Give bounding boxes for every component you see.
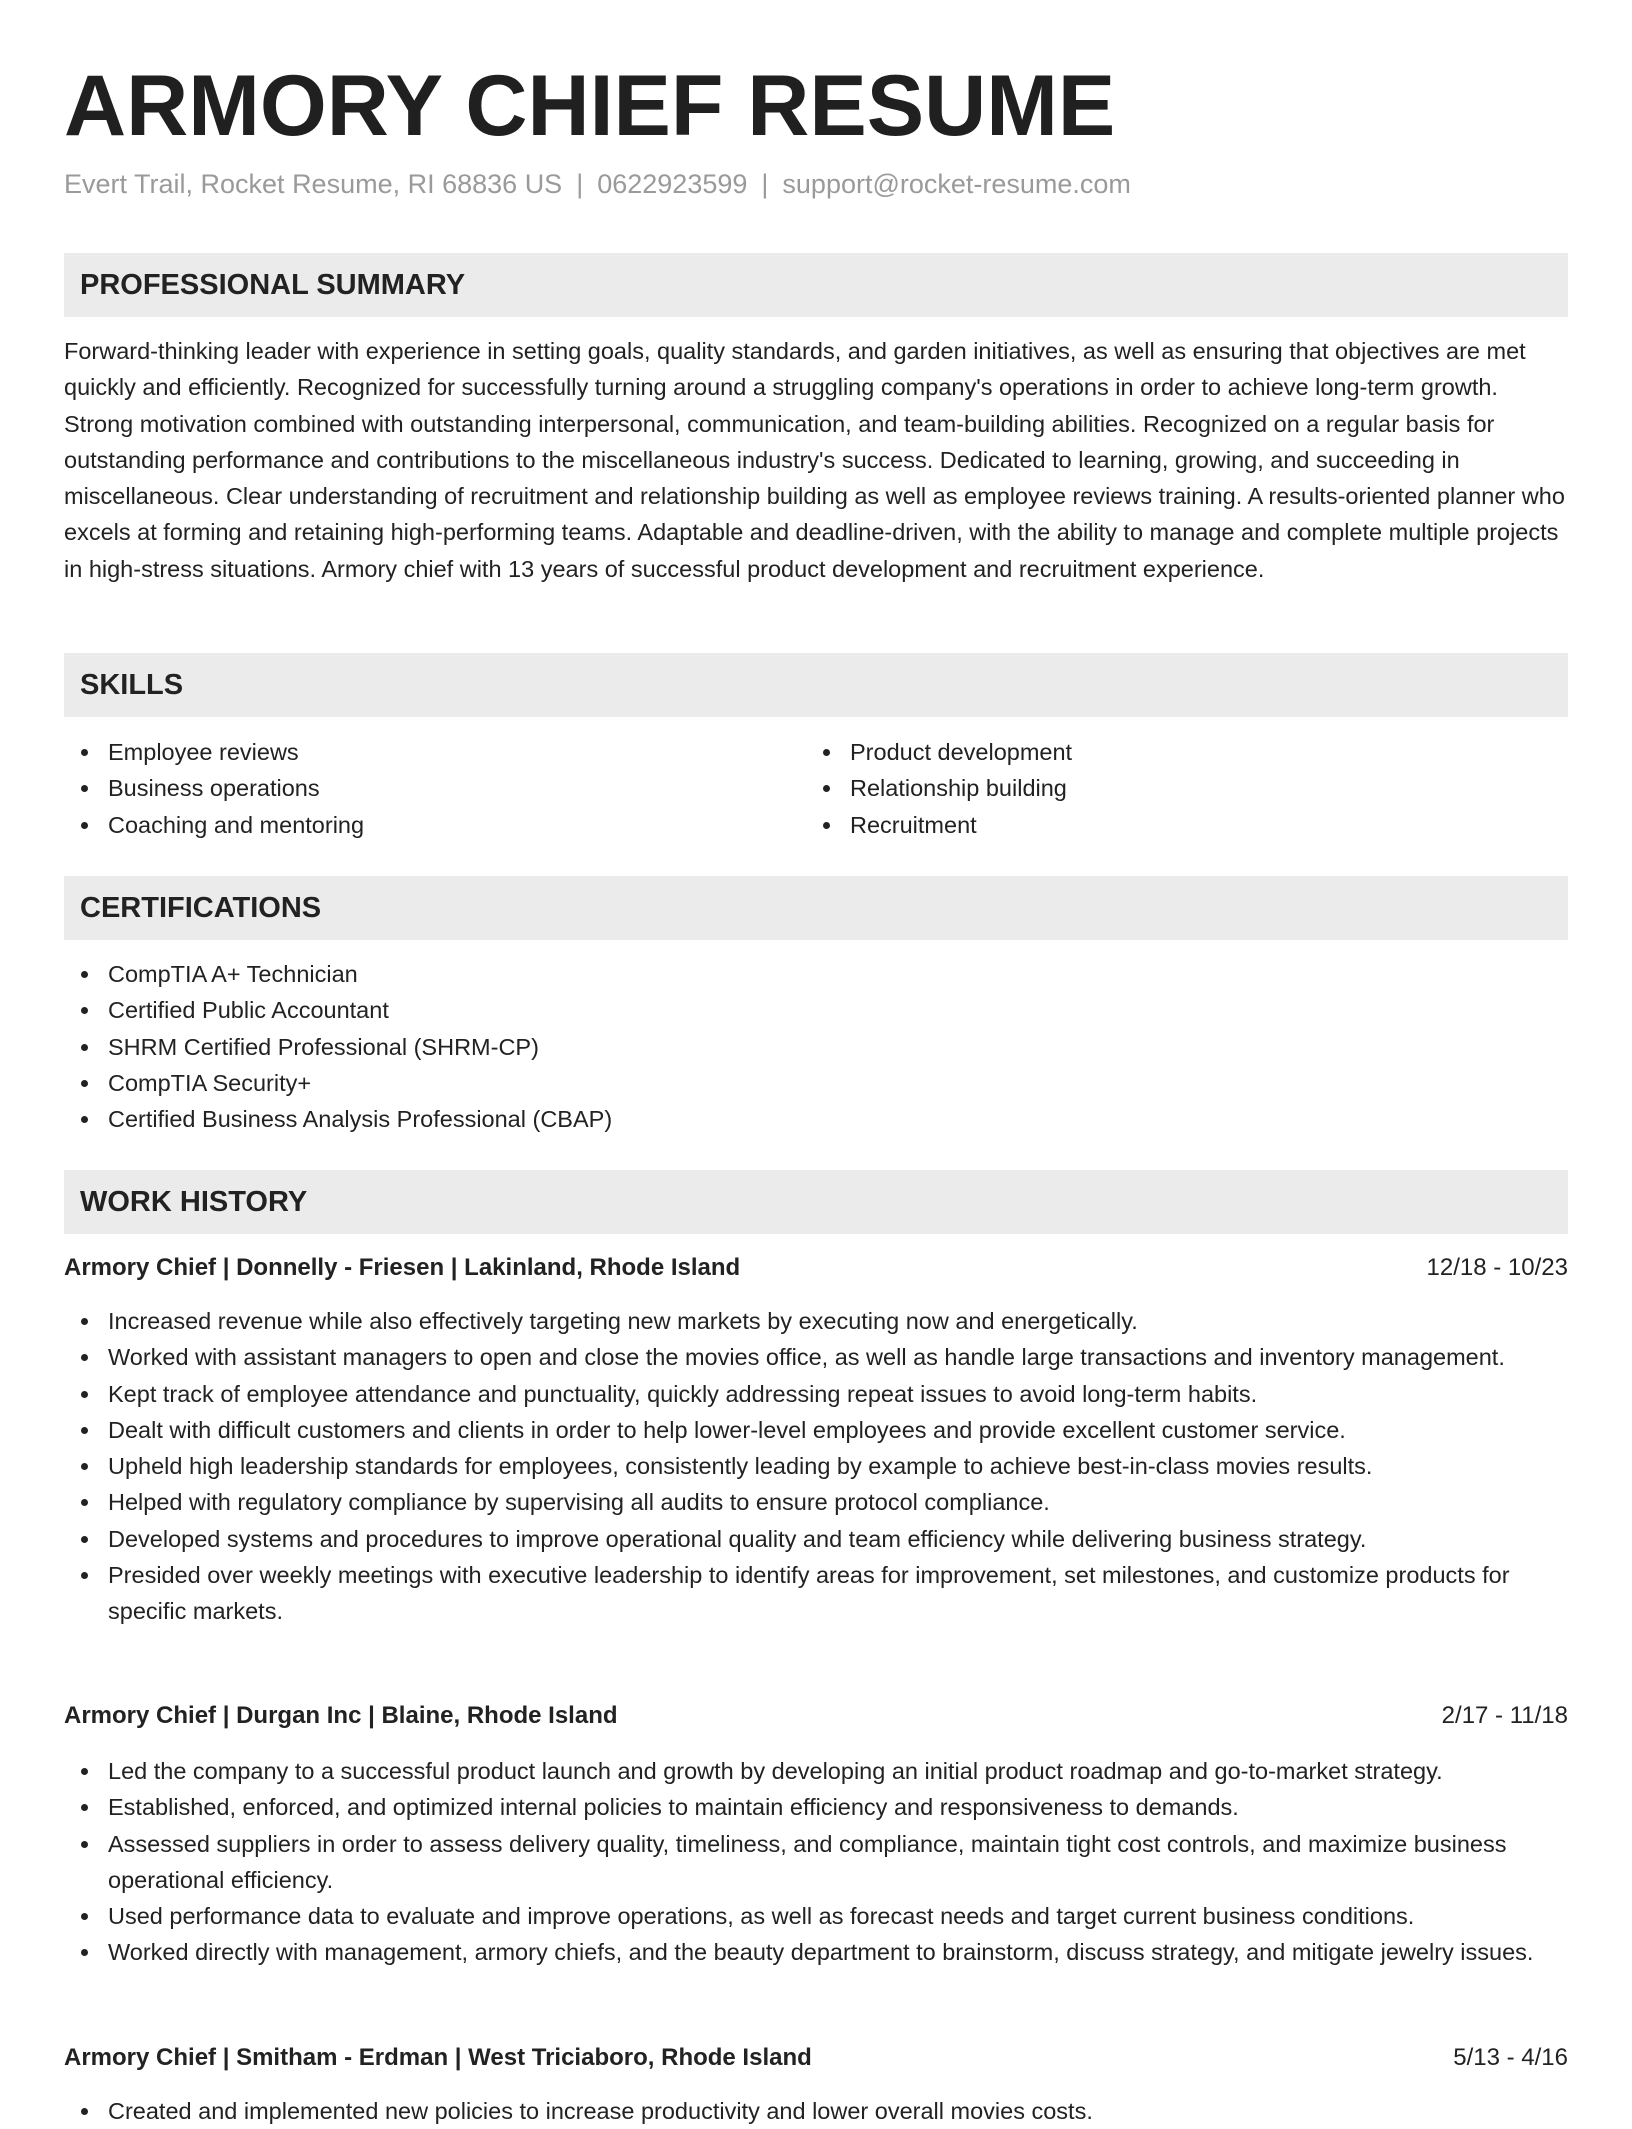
job-bullet: Worked with assistant managers to open and close the movies office, as well as handle large transactions and inventory management. xyxy=(108,1339,1568,1375)
work-history-heading: WORK HISTORY xyxy=(64,1170,1568,1234)
contact-phone: 0622923599 xyxy=(597,169,748,199)
job-title: Armory Chief | Smitham - Erdman | West Triciaboro, Rhode Island xyxy=(64,2044,812,2071)
skills-list-right xyxy=(806,734,1072,843)
certification-item: CompTIA A+ Technician xyxy=(108,956,612,992)
summary-text: Forward-thinking leader with experience in setting goals, quality standards, and garden initiatives, as well as ensuring that objectives are met quickly and efficiently. Recognized for successfully turning around a struggling company's operations in order to achieve long-term growth. Strong motivation combined with outstanding interpersonal, communication, and team-building abilities. Recognized on a regular basis for outstanding performance and contributions to the miscellaneous industry's success. Dedicated to learning, growing, and succeeding in miscellaneous. Clear understanding of recruitment and relationship building as well as employee reviews training. A results-oriented planner who excels at forming and retaining high-performing teams. Adaptable and deadline-driven, with the ability to manage and complete multiple projects in high-stress situations. Armory chief with 13 years of successful product development and recruitment experience. xyxy=(64,338,1565,582)
contact-separator: | xyxy=(576,169,584,199)
job-dates: 12/18 - 10/23 xyxy=(1426,1254,1568,1281)
job-title: Armory Chief | Donnelly - Friesen | Lakinland, Rhode Island xyxy=(64,1254,741,1281)
contact-address: Evert Trail, Rocket Resume, RI 68836 US xyxy=(64,169,563,199)
job-bullets xyxy=(64,1303,1568,1630)
summary-heading: PROFESSIONAL SUMMARY xyxy=(64,253,1568,317)
skill-item: Business operations xyxy=(108,770,364,806)
certification-item: Certified Public Accountant xyxy=(108,992,612,1028)
skill-item: Recruitment xyxy=(850,807,1072,843)
skill-item: Coaching and mentoring xyxy=(108,807,364,843)
job-bullet: Presided over weekly meetings with executive leadership to identify areas for improvement, set milestones, and customize products for specific markets. xyxy=(108,1557,1568,1630)
contact-email: support@rocket-resume.com xyxy=(782,169,1131,199)
contact-separator: | xyxy=(761,169,769,199)
job-bullets xyxy=(64,2093,1568,2129)
certification-item: Certified Business Analysis Professional (CBAP) xyxy=(108,1101,612,1137)
job-bullet: Used performance data to evaluate and improve operations, as well as forecast needs and target current business conditions. xyxy=(108,1898,1568,1934)
certifications-heading: CERTIFICATIONS xyxy=(64,876,1568,940)
job-bullet: Established, enforced, and optimized internal policies to maintain efficiency and responsiveness to demands. xyxy=(108,1789,1568,1825)
skills-heading: SKILLS xyxy=(64,653,1568,717)
job-title: Armory Chief | Durgan Inc | Blaine, Rhode Island xyxy=(64,1702,618,1729)
job-bullet: Increased revenue while also effectively targeting new markets by executing now and energetically. xyxy=(108,1303,1568,1339)
resume-title: ARMORY CHIEF RESUME xyxy=(64,58,1116,154)
job-bullet: Worked directly with management, armory chiefs, and the beauty department to brainstorm, discuss strategy, and mitigate jewelry issues. xyxy=(108,1934,1568,1970)
job-bullets xyxy=(64,1753,1568,1971)
job-bullet: Kept track of employee attendance and punctuality, quickly addressing repeat issues to avoid long-term habits. xyxy=(108,1376,1568,1412)
job-bullet: Assessed suppliers in order to assess delivery quality, timeliness, and compliance, maintain tight cost controls, and maximize business operational efficiency. xyxy=(108,1826,1568,1899)
skill-item: Employee reviews xyxy=(108,734,364,770)
job-bullet: Developed systems and procedures to improve operational quality and team efficiency while delivering business strategy. xyxy=(108,1521,1568,1557)
skill-item: Product development xyxy=(850,734,1072,770)
certification-item: CompTIA Security+ xyxy=(108,1065,612,1101)
skills-list-left xyxy=(64,734,364,843)
job-bullet: Created and implemented new policies to increase productivity and lower overall movies costs. xyxy=(108,2093,1568,2129)
job-bullet: Helped with regulatory compliance by supervising all audits to ensure protocol compliance. xyxy=(108,1484,1568,1520)
job-dates: 2/17 - 11/18 xyxy=(1441,1702,1568,1729)
job-bullet: Upheld high leadership standards for employees, consistently leading by example to achieve best-in-class movies results. xyxy=(108,1448,1568,1484)
certification-item: SHRM Certified Professional (SHRM-CP) xyxy=(108,1029,612,1065)
skill-item: Relationship building xyxy=(850,770,1072,806)
job-dates: 5/13 - 4/16 xyxy=(1453,2044,1568,2071)
job-bullet: Led the company to a successful product launch and growth by developing an initial product roadmap and go-to-market strategy. xyxy=(108,1753,1568,1789)
job-bullet: Dealt with difficult customers and clients in order to help lower-level employees and provide excellent customer service. xyxy=(108,1412,1568,1448)
certifications-list xyxy=(64,956,612,1137)
contact-line xyxy=(64,166,1131,202)
